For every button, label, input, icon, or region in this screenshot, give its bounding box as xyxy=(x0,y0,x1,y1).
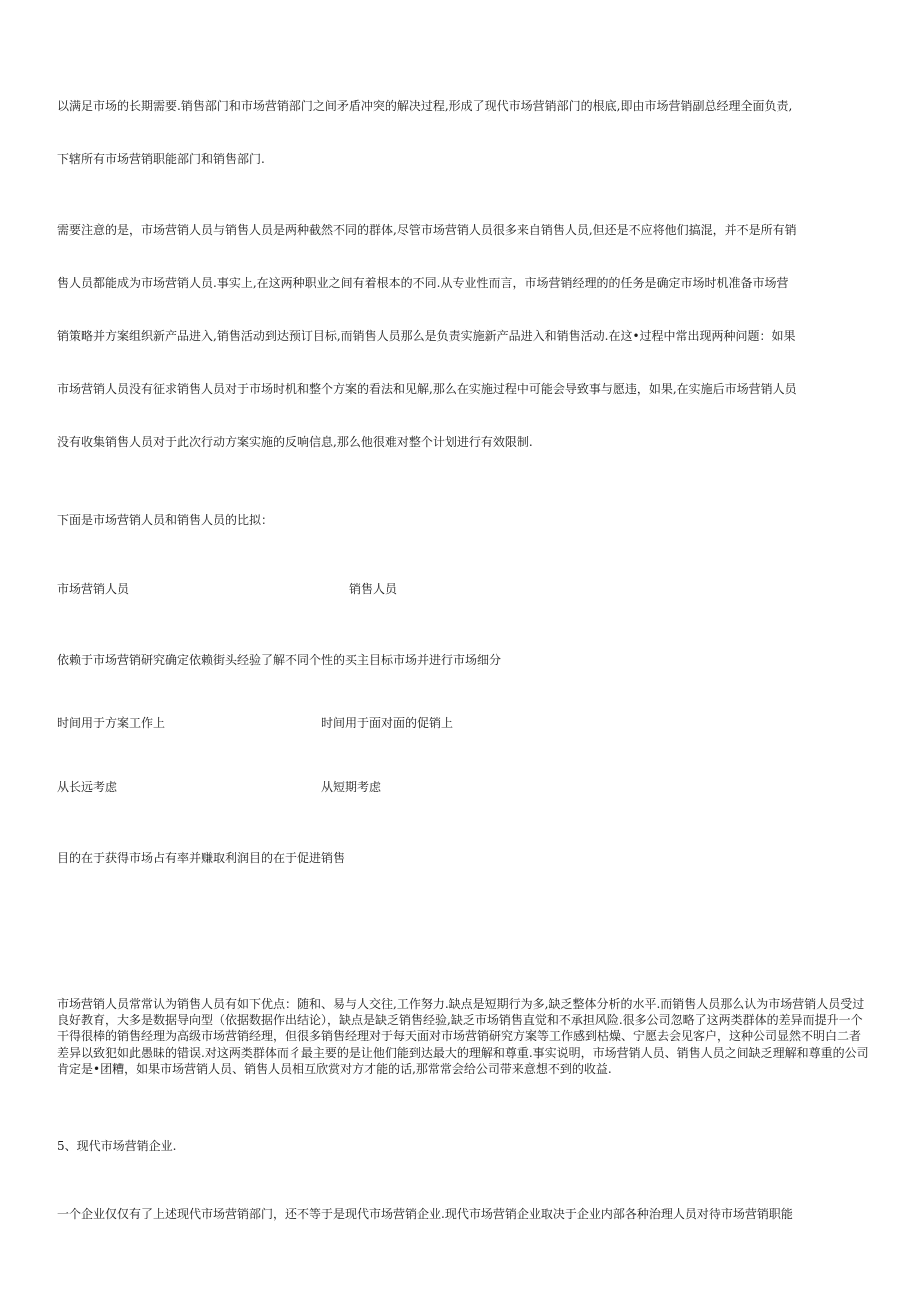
comparison-row-horizon-sales: 从短期考虑 xyxy=(321,780,382,794)
comparison-row-goal: 目的在于获得市场占有率并赚取利润目的在于促进销售 xyxy=(57,851,346,865)
comparison-row-time-marketing: 时间用于方案工作上 xyxy=(57,716,166,730)
paragraph-2-line-4: 市场营销人员没有征求销售人员对于市场时机和整个方案的看法和见解,那么在实施过程中可能会导致事与愿违，如果,在实施后市场营销人员 xyxy=(57,382,797,396)
paragraph-2-line-2: 售人员都能成为市场营销人员.事实上,在这两种职业之间有着根本的不同.从专业性而言，市场营销经理的的任务是确定市场时机准备市场营 xyxy=(57,276,789,290)
paragraph-1-line-2: 下辖所有市场营销职能部门和销售部门. xyxy=(57,152,265,166)
paragraph-2-line-3: 销策略并方案组织新产品进入,销售活动到达预订目标,而销售人员那么是负责实施新产品进入和销售活动.在这•过程中常出现两种问题：如果 xyxy=(57,329,796,343)
comparison-row-horizon-marketing: 从长远考虑 xyxy=(57,780,118,794)
comparison-row-time-sales: 时间用于面对面的促销上 xyxy=(321,716,454,730)
paragraph-1-line-1: 以满足市场的长期需要.销售部门和市场营销部门之间矛盾冲突的解决过程,形成了现代市场营销部门的根底,即由市场营销副总经理全面负责, xyxy=(57,99,793,113)
paragraph-2-line-5: 没有收集销售人员对于此次行动方案实施的反响信息,那么他很难对整个计划进行有效限制. xyxy=(57,435,533,449)
comparison-header-sales: 销售人员 xyxy=(349,582,398,596)
section-5-heading: 5、现代市场营销企业. xyxy=(57,1139,177,1153)
section-5-line-1: 一个企业仅仅有了上述现代市场营销部门，还不等于是现代市场营销企业.现代市场营销企业取决于企业内部各种治理人员对待市场营销职能 xyxy=(57,1207,793,1221)
paragraph-2-line-1: 需要注意的是，市场营销人员与销售人员是两种截然不同的群体,尽管市场营销人员很多来自销售人员,但还是不应将他们搞混，并不是所有销 xyxy=(57,223,797,237)
comparison-intro: 下面是市场营销人员和销售人员的比拟： xyxy=(57,513,274,527)
comparison-header-marketing: 市场营销人员 xyxy=(57,582,130,596)
paragraph-3: 市场营销人员常常认为销售人员有如下优点：随和、易与人交往,工作努力.缺点是短期行为多,缺乏整体分析的水平.而销售人员那么认为市场营销人员受过良好教育，大多是数据导向型（依据数据作出结论），缺点是缺乏销售经验,缺乏市场销售直觉和不承担风险.很多公司忽略了这两类群体的差异而提升一个干得很棒的销售经理为高级市场营销经理，但很多销售经理对于每天面对市场营销研究方案等工作感到枯燥、宁愿去会见客户，这种公司显然不明白二者差异以致犯如此愚昧的错误.对这两类群体而彳最主要的是让他们能到达最大的理解和尊重.事实说明，市场营销人员、销售人员之间缺乏理解和尊重的公司肯定是•团糟，如果市场营销人员、销售人员相互欣赏对方才能的话,那常常会给公司带来意想不到的收益. xyxy=(57,997,869,1076)
comparison-row-research: 依赖于市场营销研究确定依赖街头经验了解不同个性的买主目标市场并进行市场细分 xyxy=(57,653,502,667)
